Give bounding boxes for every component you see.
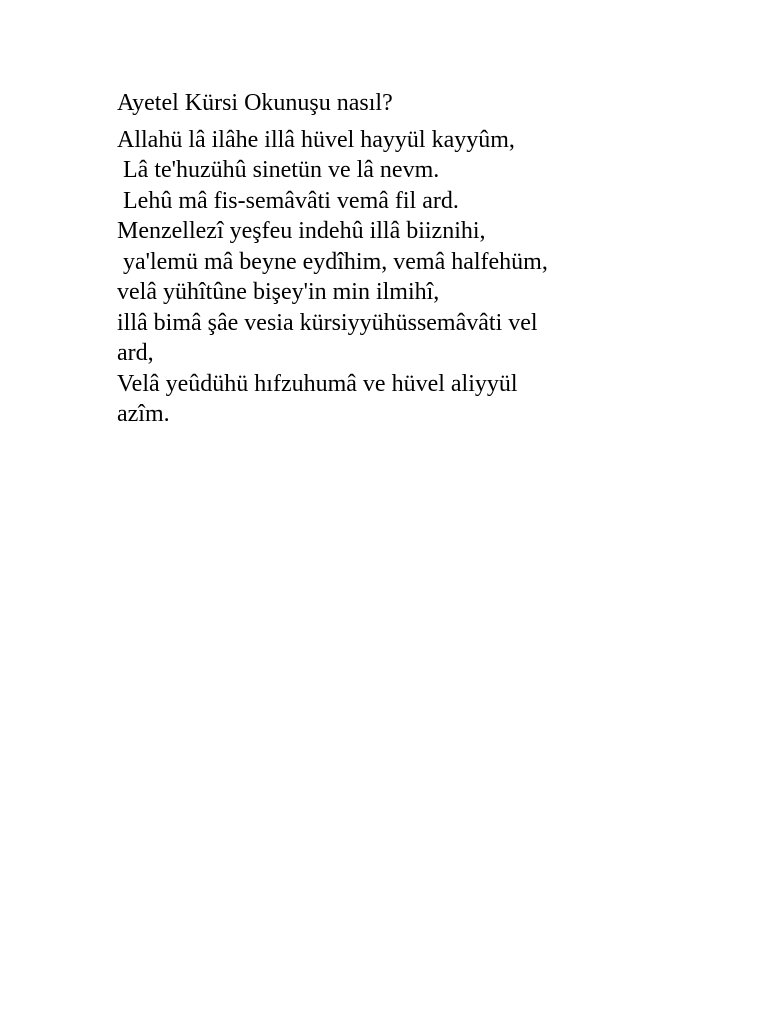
text-line: azîm.: [117, 401, 170, 427]
text-line: ard,: [117, 340, 154, 366]
document-heading: Ayetel Kürsi Okunuşu nasıl?: [117, 90, 393, 116]
text-line: Allahü lâ ilâhe illâ hüvel hayyül kayyûm,: [117, 126, 515, 153]
text-line: Menzellezî yeşfeu indehû illâ biiznihi,: [117, 218, 486, 244]
text-line: Lâ te'huzühû sinetün ve lâ nevm.: [117, 157, 440, 183]
text-line: illâ bimâ şâe vesia kürsiyyühüssemâvâti vel: [117, 309, 538, 336]
text-line: Lehû mâ fis-semâvâti vemâ fil ard.: [117, 187, 459, 214]
text-line: Velâ yeûdühü hıfzuhumâ ve hüvel aliyyül: [117, 370, 518, 397]
text-line: ya'lemü mâ beyne eydîhim, vemâ halfehüm,: [117, 248, 548, 275]
document-content: [117, 88, 657, 430]
text-line: velâ yühîtûne bişey'in min ilmihî,: [117, 279, 440, 305]
